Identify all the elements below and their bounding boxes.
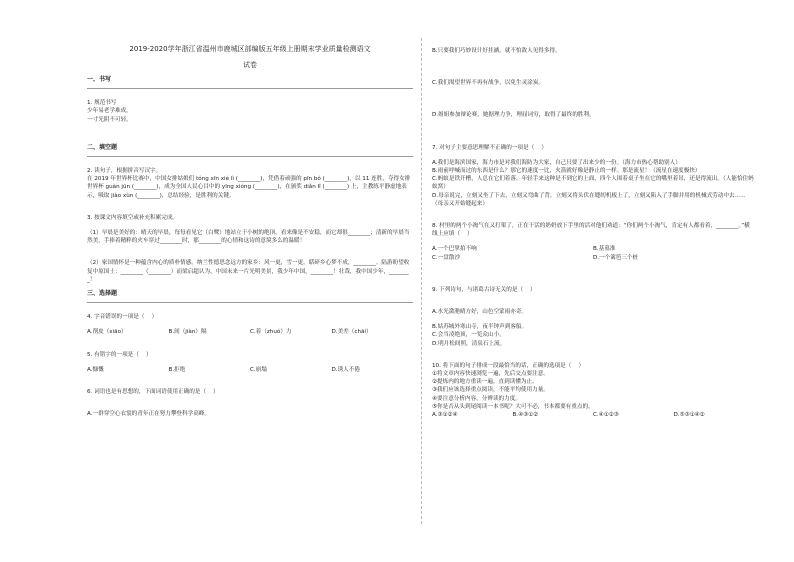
q7-option-b: B.雨前呼喊而过的东西是什么？那它的速度一比，火箭就好像是静止的一样。那是流星！（流星在速度极快） (432, 168, 701, 175)
q10-option-a: A.③①②④ (432, 412, 458, 419)
q4-stem: 4. 字音错误的一项是（ ） (87, 314, 158, 321)
q4-option-b: B.间（jiàn）隔 (168, 329, 207, 336)
q4-option-a: A.削皮（xiāo） (87, 329, 127, 336)
q10-sentence-2: ②提炼内的地方重读一遍，直到读懂为止。 (432, 379, 538, 386)
q10-option-c: C.④①②③ (593, 412, 619, 419)
exam-title: 2019-2020学年浙江省温州市鹿城区部编版五年级上册期末学业质量检测语文 (129, 45, 371, 53)
q6-option-d: D.姐姐参加辩论赛，她据理力争，理屈词穷，取得了最终的胜利。 (432, 112, 595, 119)
q7-option-c: C.蚂蚁是铁开槽，人总在它们着落，年轻手来这种是不到它的上面，四个人围着桌子坐在它的嘴里着吊，还是得流出。（人能恰住蚂蚁窝） (432, 176, 754, 191)
q5-option-a: A.慷慨 (87, 366, 104, 373)
q9-option-a: A.水光潋滟晴方好，山色空蒙雨亦奇。 (432, 309, 528, 316)
q8-options (432, 245, 754, 261)
q6-option-c: C.我们渴望世界不再有战争，以免生灵涂炭。 (432, 80, 544, 87)
q5-stem: 5. 有错字的一项是（ ） (87, 351, 152, 358)
left-column (87, 40, 413, 418)
q1-line2: 一寸光阴不可轻。 (87, 116, 132, 123)
q5-option-b: B.拒绝 (168, 366, 186, 373)
q9-option-b: B.姑苏城外寒山寺，夜半钟声到客船。 (432, 324, 528, 331)
q10-stem: 10. 将下面的句子排成一段最恰当的话，正确的选项是（ ） (432, 362, 585, 369)
q9-option-c: C.会当凌绝顶，一览众山小。 (432, 332, 505, 339)
q2-intro: 2. 读句子，根据拼音写汉字。 (87, 168, 162, 175)
q3-part2: （2）家国情怀是一种蕴含内心的质朴情感。纳兰性德思念远方的家乡：风一更，雪一更，聒碎乡心梦不成，________。陆游盼望收复中原国土：________（________）而梁启超认为，中国未来一片光明美景，我少年中国，________！壮哉，我中国少年，________！ (87, 260, 410, 283)
q10-sentence-4: ④要注意分析内容，分辨读的力度。 (432, 395, 521, 402)
q3-part1: （1）早晨是美好的：晴天的早晨，每每看见它（白鹭）地站立于小树的绝顶，看来像是不安稳，而它却很________；清新的早晨当然美，手捧着精粹的火车穿过________时，那________的心情和这诗的意境多么的温暖！ (87, 230, 410, 245)
q8-option-d: D.一个篱笆三个桩 (593, 254, 639, 261)
q1-label: 1. 规范书写 (87, 100, 117, 107)
q1-line1: 少年易老学难成， (87, 108, 132, 115)
q10-sentence-5: ⑤你是否从头到尾阅读一本书呢？大可不必，书本都要有重点的。 (432, 403, 594, 410)
q10-sentence-3: ③我们应该选择重点阅读，不能平均使用力量。 (432, 387, 549, 394)
q10-option-b: B.④③①② (512, 412, 539, 419)
q10-options (432, 411, 754, 419)
q9-option-d: D.明月松间照，清泉石上流。 (432, 340, 506, 347)
q2-text: 在 2019 年世界杯比赛中，中国女排姑娘们 tóng xīn xié lì (________)，凭借着顽强的 pīn bó (________)，以 11 连胜，夺得女排世界杯 guàn jūn (________)，成为全国人民心目中的 yīng xióng (________)，在颁奖 diǎn lǐ (________) 上，主教练平静虚地表示，吸取 jiào xùn (________)，总结经验，是胜利的关键。 (87, 176, 411, 199)
q8-option-b: B.基墓准 (593, 246, 616, 253)
q7-option-a: A.我们是海滨国家，海力市是对我们海防为大家，自己只要了出来少的一份。（海力市热心帮助别人） (432, 159, 681, 166)
exam-title-sub: 试卷 (243, 61, 257, 69)
section-fill: 二、填空题 (87, 143, 118, 151)
q3-intro: 3. 按课文内容填空或补充积累完成。 (87, 214, 179, 221)
section-divider (87, 156, 413, 157)
q7-stem: 7. 对句子主要意思理解不正确的一项是（ ） (432, 144, 547, 151)
q5-options (87, 366, 413, 374)
column-divider (421, 38, 422, 524)
q4-option-c: C.着（zhuó）力 (250, 329, 292, 336)
q10-sentence-1: ①将文章内容快速浏览一遍，先后交点要注意。 (432, 371, 549, 378)
q9-stem: 9. 下列诗句，与诸葛古诗无关的是（ ） (432, 286, 536, 293)
section-divider (87, 302, 413, 303)
q8-stem: 8. 村里的两个小淘气在又打架了，正在干活的奶奶放下手里的活对他们劝道：“你们两个小淘气，肯定有人都看着，________。”横线上应填（ ） (432, 223, 750, 238)
q5-option-d: D.诱人不倦 (331, 366, 360, 373)
q4-option-d: D.美差（chāi） (331, 329, 372, 336)
q10-option-d: D.⑤③①④② (673, 412, 705, 419)
section-divider (87, 88, 413, 89)
section-writing: 一、书写 (87, 76, 112, 83)
q6-stem: 6. 词语也是有思想的，下面词语使用正确的是（ ） (87, 389, 219, 396)
q4-options (87, 328, 413, 336)
section-choice: 三、选择题 (87, 290, 118, 298)
right-column (432, 40, 754, 419)
q6-option-a: A.一群穿空心衣裳的青年正在努力攀登科学高峰。 (87, 411, 210, 418)
q8-option-c: C.一盘散沙 (432, 254, 461, 261)
q5-option-c: C.崩塌 (250, 366, 267, 373)
q6-option-b: B.只要我们巧妙设计好挂涵，就不怕敌人见得多得。 (432, 48, 561, 54)
q7-option-d: D.母亲说完，立刻又坐了下去，立刻又弯曲了背，立刻又将头伏在缝纫机板上了，立刻又陷入了手脚并用的机械式劳动中去……（母亲又开始缝起来） (432, 192, 746, 207)
q8-option-a: A.一个巴掌拍不响 (432, 246, 477, 253)
